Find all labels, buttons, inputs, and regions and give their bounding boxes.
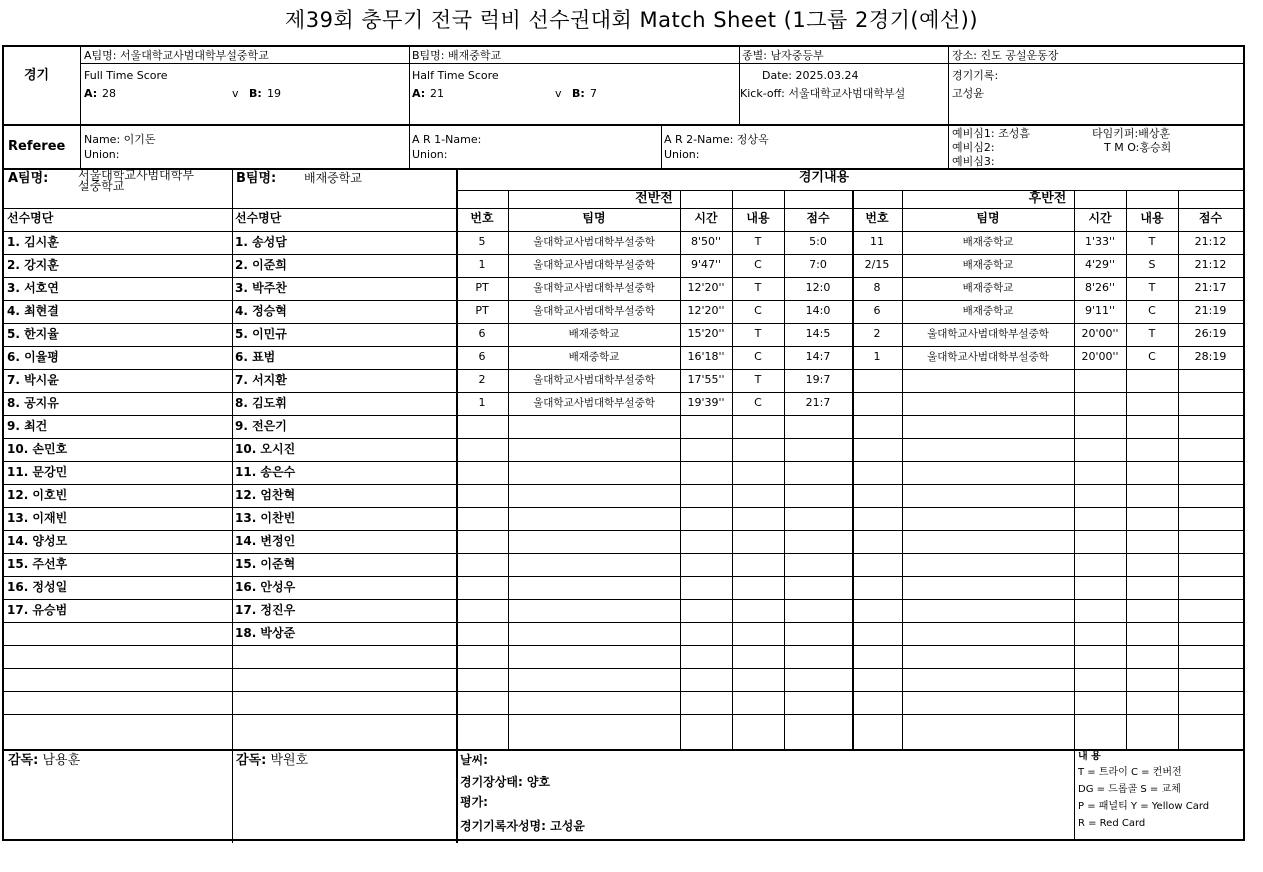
team-b-roster-name: 배재중학교	[304, 171, 362, 185]
referee-label: Referee	[8, 139, 66, 154]
venue: 장소: 진도 공설운동장	[952, 49, 1059, 62]
player-b: 9. 전은기	[235, 419, 287, 433]
ar2-union: Union:	[664, 148, 700, 161]
first-half-event-cell: 15'20''	[687, 327, 725, 340]
roster-header-b: 선수명단	[235, 211, 282, 225]
first-half-col-header: 번호	[470, 211, 494, 225]
second-half-event-cell: 4'29''	[1084, 258, 1116, 271]
player-a: 14. 양성모	[7, 534, 68, 548]
player-a: 1. 김시훈	[7, 235, 59, 249]
second-half-event-cell: 20'00''	[1081, 327, 1119, 340]
second-half-event-cell: 울대학교사범대학부설중학	[927, 351, 1049, 363]
timekeeper: 타임키퍼:배상훈	[1092, 127, 1171, 140]
first-half-event-cell: 2	[478, 373, 486, 386]
player-b: 5. 이민규	[235, 327, 287, 341]
first-half-event-cell: C	[754, 258, 762, 271]
first-half-event-cell: 배재중학교	[568, 351, 620, 363]
legend-title: 내 용	[1078, 751, 1101, 762]
first-half-event-cell: 12:0	[805, 281, 831, 294]
row-divider	[4, 714, 1243, 715]
weather: 날씨:	[460, 753, 488, 767]
first-half-event-cell: C	[754, 396, 762, 409]
player-a: 3. 서호연	[7, 281, 59, 295]
row-divider	[4, 645, 1243, 646]
second-half-event-cell: 20'00''	[1081, 350, 1119, 363]
first-half-event-cell: C	[754, 350, 762, 363]
second-half-col-header: 시간	[1088, 211, 1112, 225]
player-b: 17. 정진우	[235, 603, 296, 617]
ground-condition: 경기장상태: 양호	[460, 775, 551, 789]
team-b-label: B팀명:	[236, 171, 277, 186]
match-sheet	[2, 45, 1245, 841]
first-half-event-cell: T	[754, 281, 762, 294]
second-half-event-cell: T	[1148, 235, 1156, 248]
evaluation: 평가:	[460, 795, 488, 809]
fulltime-b-label: B:	[249, 87, 262, 100]
record-label: 경기기록:	[952, 69, 999, 82]
ar1-name: A R 1-Name:	[412, 133, 482, 146]
second-half-event-cell: 2	[873, 327, 881, 340]
halftime-b-label: B:	[572, 87, 585, 100]
ar1-union: Union:	[412, 148, 448, 161]
second-half-event-cell: S	[1148, 258, 1156, 271]
first-half-col-header: 내용	[746, 211, 770, 225]
second-half-event-cell: 28:19	[1194, 350, 1227, 363]
first-half-event-cell: 12'20''	[687, 304, 725, 317]
second-half-event-cell: C	[1148, 304, 1156, 317]
player-a: 7. 박시윤	[7, 373, 59, 387]
first-half-event-cell: 6	[478, 350, 486, 363]
player-a: 13. 이재빈	[7, 511, 68, 525]
player-b: 1. 송성담	[235, 235, 287, 249]
first-half-event-cell: 14:5	[805, 327, 831, 340]
match-date: Date: 2025.03.24	[762, 69, 859, 82]
first-half-event-cell: 배재중학교	[568, 328, 620, 340]
second-half-event-cell: 배재중학교	[962, 236, 1014, 248]
first-half-event-cell: 울대학교사범대학부설중학	[533, 397, 655, 409]
second-half-event-cell: 2/15	[864, 258, 890, 271]
second-half-event-cell: 8	[873, 281, 881, 294]
second-half-event-cell: 26:19	[1194, 327, 1227, 340]
player-b: 12. 엄찬혁	[235, 488, 296, 502]
halftime-v: v	[555, 87, 562, 100]
first-half-event-cell: PT	[475, 304, 489, 317]
fulltime-v: v	[232, 87, 239, 100]
player-a: 8. 공지유	[7, 396, 59, 410]
tmo: T M O:홍승희	[1104, 141, 1172, 154]
first-half-event-cell: 울대학교사범대학부설중학	[533, 282, 655, 294]
player-b: 7. 서지환	[235, 373, 287, 387]
legend-line-3: P = 패널티 Y = Yellow Card	[1078, 801, 1210, 812]
first-half-event-cell: 8'50''	[690, 235, 722, 248]
first-half-event-cell: 울대학교사범대학부설중학	[533, 236, 655, 248]
fulltime-b-score: 19	[267, 87, 281, 100]
second-half-event-cell: 배재중학교	[962, 282, 1014, 294]
referee-name: Name: 이기돈	[84, 133, 156, 146]
first-half-event-cell: 울대학교사범대학부설중학	[533, 259, 655, 271]
category: 종별: 남자중등부	[742, 49, 824, 62]
first-half-col-header: 시간	[694, 211, 718, 225]
row-divider	[4, 622, 1243, 623]
second-half-event-cell: 1'33''	[1084, 235, 1116, 248]
coach-b-label: 감독:	[236, 753, 267, 768]
halftime-a-score: 21	[430, 87, 444, 100]
first-half-col-header: 점수	[806, 211, 830, 225]
second-half-col-header: 팀명	[976, 211, 1000, 225]
second-half-event-cell: 울대학교사범대학부설중학	[927, 328, 1049, 340]
fulltime-a-score: 28	[102, 87, 116, 100]
first-half-event-cell: 19'39''	[687, 396, 725, 409]
row-divider	[4, 691, 1243, 692]
first-half-col-header: 팀명	[582, 211, 606, 225]
first-half-event-cell: 5:0	[809, 235, 827, 248]
row-divider	[4, 668, 1243, 669]
first-half-event-cell: 14:0	[805, 304, 831, 317]
coach-a-label: 감독:	[8, 753, 39, 768]
first-half-event-cell: 12'20''	[687, 281, 725, 294]
reserve-referee-1: 예비심1: 조성흠	[952, 127, 1030, 140]
first-half-event-cell: 5	[478, 235, 486, 248]
player-a: 17. 유승범	[7, 603, 68, 617]
player-a: 12. 이호빈	[7, 488, 68, 502]
first-half-event-cell: 21:7	[805, 396, 831, 409]
second-half-title: 후반전	[1028, 191, 1067, 206]
first-half-event-cell: 울대학교사범대학부설중학	[533, 305, 655, 317]
player-a: 5. 한지율	[7, 327, 59, 341]
player-a: 10. 손민호	[7, 442, 68, 456]
content-title: 경기내용	[798, 170, 850, 185]
player-b: 2. 이준희	[235, 258, 287, 272]
halftime-b-score: 7	[590, 87, 597, 100]
fulltime-a-label: A:	[84, 87, 98, 100]
player-a: 6. 이율평	[7, 350, 59, 364]
halftime-label: Half Time Score	[412, 69, 499, 82]
legend-line-1: T = 트라이 C = 컨버전	[1078, 767, 1182, 778]
legend-line-4: R = Red Card	[1078, 818, 1146, 829]
second-half-event-cell: 6	[873, 304, 881, 317]
team-a-name: A팀명: 서울대학교사범대학부설중학교	[84, 49, 269, 62]
recorder-signature: 경기기록자성명: 고성윤	[460, 819, 585, 833]
fulltime-label: Full Time Score	[84, 69, 168, 82]
first-half-event-cell: 9'47''	[690, 258, 722, 271]
first-half-event-cell: 16'18''	[687, 350, 725, 363]
second-half-event-cell: 배재중학교	[962, 259, 1014, 271]
recorder-name: 고성윤	[952, 87, 984, 100]
player-a: 9. 최건	[7, 419, 48, 433]
player-a: 15. 주선후	[7, 557, 68, 571]
page-title: 제39회 충무기 전국 럭비 선수권대회 Match Sheet (1그룹 2경기(예선))	[284, 8, 979, 32]
player-a: 11. 문강민	[7, 465, 68, 479]
second-half-col-header: 점수	[1198, 211, 1223, 225]
roster-header-a: 선수명단	[7, 211, 54, 225]
first-half-event-cell: 1	[478, 396, 486, 409]
referee-union: Union:	[84, 148, 120, 161]
second-half-col-header: 내용	[1140, 211, 1164, 225]
halftime-a-label: A:	[412, 87, 426, 100]
first-half-event-cell: PT	[475, 281, 489, 294]
first-half-event-cell: 19:7	[805, 373, 831, 386]
first-half-event-cell: 7:0	[809, 258, 827, 271]
first-half-title: 전반전	[635, 191, 673, 206]
game-label: 경기	[24, 68, 50, 83]
player-b: 3. 박주찬	[235, 281, 287, 295]
first-half-event-cell: C	[754, 304, 762, 317]
second-half-event-cell: 11	[870, 235, 884, 248]
second-half-event-cell: 1	[873, 350, 881, 363]
team-a-name-line2: 설중학교	[78, 179, 125, 193]
first-half-event-cell: T	[754, 373, 762, 386]
player-b: 8. 김도휘	[235, 396, 287, 410]
second-half-event-cell: T	[1148, 281, 1156, 294]
second-half-event-cell: T	[1148, 327, 1156, 340]
player-b: 13. 이찬빈	[235, 511, 296, 525]
team-a-label: A팀명:	[8, 171, 49, 186]
team-b-name: B팀명: 배재중학교	[412, 49, 502, 62]
first-half-event-cell: 17'55''	[687, 373, 725, 386]
second-half-event-cell: 21:12	[1194, 258, 1227, 271]
player-a: 2. 강지훈	[7, 258, 59, 272]
second-half-event-cell: C	[1148, 350, 1156, 363]
player-b: 16. 안성우	[235, 580, 296, 594]
coach-a-name: 남용훈	[42, 753, 81, 768]
second-half-event-cell: 9'11''	[1084, 304, 1116, 317]
player-b: 18. 박상준	[235, 626, 296, 640]
second-half-event-cell: 배재중학교	[962, 305, 1014, 317]
reserve-referee-2: 예비심2:	[952, 141, 995, 154]
ar2-name: A R 2-Name: 정상옥	[664, 133, 769, 146]
player-b: 10. 오시진	[235, 442, 296, 456]
reserve-referee-3: 예비심3:	[952, 155, 995, 168]
first-half-event-cell: 14:7	[805, 350, 831, 363]
first-half-event-cell: T	[754, 327, 762, 340]
player-b: 11. 송은수	[235, 465, 296, 479]
first-half-event-cell: 울대학교사범대학부설중학	[533, 374, 655, 386]
legend-line-2: DG = 드롭골 S = 교체	[1078, 784, 1181, 795]
kickoff: Kick-off: 서울대학교사범대학부설	[740, 87, 906, 100]
second-half-event-cell: 21:17	[1194, 281, 1227, 294]
player-b: 15. 이준혁	[235, 557, 296, 571]
coach-b-name: 박원호	[270, 753, 309, 768]
second-half-col-header: 번호	[865, 211, 889, 225]
first-half-event-cell: T	[754, 235, 762, 248]
first-half-event-cell: 1	[478, 258, 486, 271]
team-a-name-line1: 서울대학교사범대학부	[78, 168, 194, 182]
first-half-event-cell: 6	[478, 327, 486, 340]
player-a: 4. 최현결	[7, 304, 59, 318]
second-half-event-cell: 8'26''	[1084, 281, 1116, 294]
second-half-event-cell: 21:12	[1194, 235, 1227, 248]
second-half-event-cell: 21:19	[1194, 304, 1227, 317]
player-a: 16. 정성일	[7, 580, 68, 594]
player-b: 6. 표범	[235, 350, 276, 364]
player-b: 14. 변정인	[235, 534, 296, 548]
player-b: 4. 정승혁	[235, 304, 287, 318]
